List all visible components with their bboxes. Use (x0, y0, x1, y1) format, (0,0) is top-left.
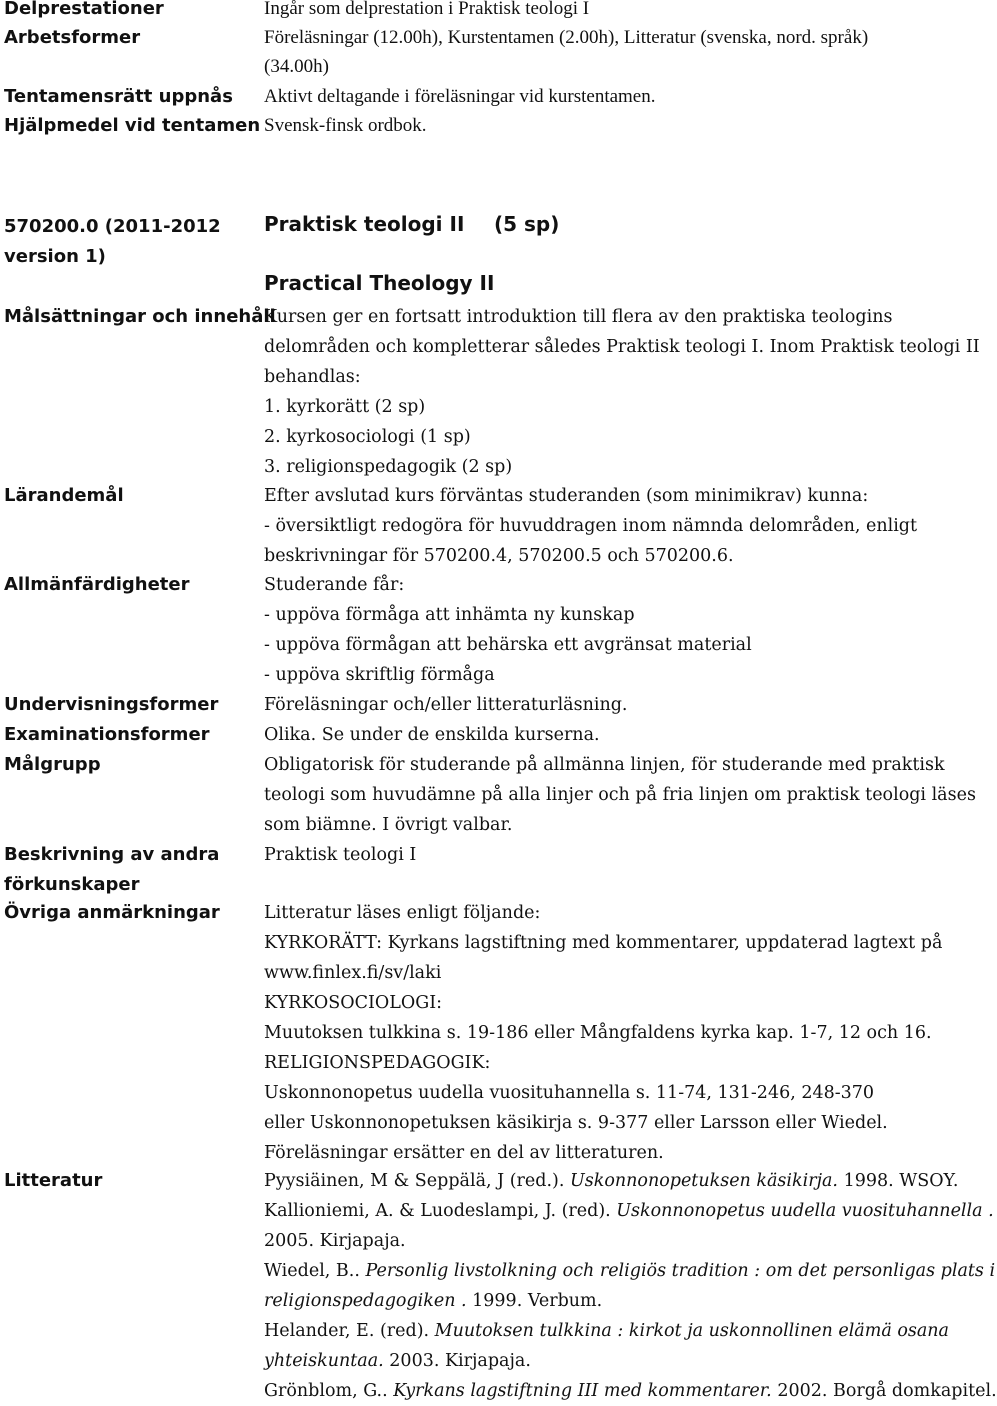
row-label: Delprestationer (4, 0, 164, 19)
row-value: Svensk-finsk ordbok. (264, 115, 427, 136)
value-line: (34.00h) (264, 56, 329, 77)
section-label: Allmänfärdigheter (4, 574, 190, 595)
reference-list (264, 1166, 997, 1406)
section-label: Lärandemål (4, 485, 124, 506)
value-line: Föreläsningar ersätter en del av litteraturen. (264, 1143, 664, 1163)
value-line: Föreläsningar (12.00h), Kurstentamen (2.00h), Litteratur (svenska, nord. språk) (264, 27, 869, 48)
value-line: Praktisk teologi I (264, 845, 417, 865)
value-line: behandlas: (264, 367, 361, 387)
value-line: beskrivningar för 570200.4, 570200.5 och 570200.6. (264, 546, 734, 566)
label-line: förkunskaper (4, 874, 140, 895)
value-line: 2. kyrkosociologi (1 sp) (264, 427, 471, 447)
section-value (264, 481, 958, 571)
value-line: teologi som huvudämne på alla linjer och på fria linjen om praktisk teologi läses (264, 785, 976, 805)
course-code-line: version 1) (4, 246, 106, 267)
value-line: 1. kyrkorätt (2 sp) (264, 397, 426, 417)
course-title-sv: Praktisk teologi II (264, 212, 465, 236)
reference-line: Kallioniemi, A. & Luodeslampi, J. (red). Uskonnonopetus uudella vuosituhannella . (264, 1201, 994, 1221)
row-value: Ingår som delprestation i Praktisk teologi I (264, 0, 590, 19)
value-line: RELIGIONSPEDAGOGIK: (264, 1053, 491, 1073)
row-label: Hjälpmedel vid tentamen (4, 115, 261, 136)
reference-line: Helander, E. (red). Muutoksen tulkkina : kirkot ja uskonnollinen elämä osana (264, 1321, 949, 1341)
section-value (264, 898, 958, 1168)
label-line: Beskrivning av andra (4, 844, 220, 865)
value-line: Muutoksen tulkkina s. 19-186 eller Mångfaldens kyrka kap. 1-7, 12 och 16. (264, 1023, 932, 1043)
section-label: Målgrupp (4, 754, 101, 775)
section-label: Övriga anmärkningar (4, 902, 220, 923)
value-line: - översiktligt redogöra för huvuddragen inom nämnda delområden, enligt (264, 516, 918, 536)
section-value (264, 690, 958, 720)
section-label: Examinationsformer (4, 724, 210, 745)
reference-line: Wiedel, B.. Personlig livstolkning och religiös tradition : om det personligas plats i (264, 1261, 996, 1281)
reference-line: Grönblom, G.. Kyrkans lagstiftning III med kommentarer. 2002. Borgå domkapitel. (264, 1381, 997, 1401)
reference-line: Pyysiäinen, M & Seppälä, J (red.). Uskonnonopetuksen käsikirja. 1998. WSOY. (264, 1171, 959, 1191)
section-value (264, 750, 976, 840)
value-line: KYRKORÄTT: Kyrkans lagstiftning med kommentarer, uppdaterad lagtext på (264, 933, 943, 953)
value-line: som biämne. I övrigt valbar. (264, 815, 513, 835)
value-line: - uppöva skriftlig förmåga (264, 665, 495, 685)
value-line: - uppöva förmåga att inhämta ny kunskap (264, 605, 635, 625)
section-label (4, 840, 219, 900)
value-line: Kursen ger en fortsatt introduktion till flera av den praktiska teologins (264, 307, 893, 327)
value-line: delområden och kompletterar således Praktisk teologi I. Inom Praktisk teologi II (264, 337, 980, 357)
value-line: Uskonnonopetus uudella vuosituhannella s. 11-74, 131-246, 248-370 (264, 1083, 875, 1103)
value-line: www.finlex.fi/sv/laki (264, 963, 442, 983)
section-label: Litteratur (4, 1170, 103, 1191)
row-label: Arbetsformer (4, 27, 141, 48)
row-value (264, 23, 958, 81)
reference-line: 2005. Kirjapaja. (264, 1231, 406, 1251)
row-label: Tentamensrätt uppnås (4, 86, 233, 107)
row-value: Aktivt deltagande i föreläsningar vid kurstentamen. (264, 86, 656, 107)
section-label: Undervisningsformer (4, 694, 219, 715)
value-line: 3. religionspedagogik (2 sp) (264, 457, 513, 477)
section-value (264, 302, 980, 482)
value-line: eller Uskonnonopetuksen käsikirja s. 9-377 eller Larsson eller Wiedel. (264, 1113, 888, 1133)
section-value (264, 570, 958, 690)
course-title-en: Practical Theology II (264, 271, 495, 295)
value-line: - uppöva förmågan att behärska ett avgränsat material (264, 635, 752, 655)
value-line: Föreläsningar och/eller litteraturläsning. (264, 695, 628, 715)
reference-line: religionspedagogiken . 1999. Verbum. (264, 1291, 603, 1311)
value-line: Studerande får: (264, 575, 405, 595)
value-line: Litteratur läses enligt följande: (264, 903, 541, 923)
value-line: KYRKOSOCIOLOGI: (264, 993, 443, 1013)
section-value (264, 840, 958, 870)
course-code (4, 212, 221, 272)
section-label: Målsättningar och innehåll (4, 306, 276, 327)
course-credits: (5 sp) (494, 212, 560, 236)
section-value (264, 720, 958, 750)
value-line: Olika. Se under de enskilda kurserna. (264, 725, 600, 745)
value-line: Efter avslutad kurs förväntas studeranden (som minimikrav) kunna: (264, 486, 869, 506)
value-line: Obligatorisk för studerande på allmänna linjen, för studerande med praktisk (264, 755, 945, 775)
reference-line: yhteiskuntaa. 2003. Kirjapaja. (264, 1351, 531, 1371)
course-code-line: 570200.0 (2011-2012 (4, 216, 221, 237)
